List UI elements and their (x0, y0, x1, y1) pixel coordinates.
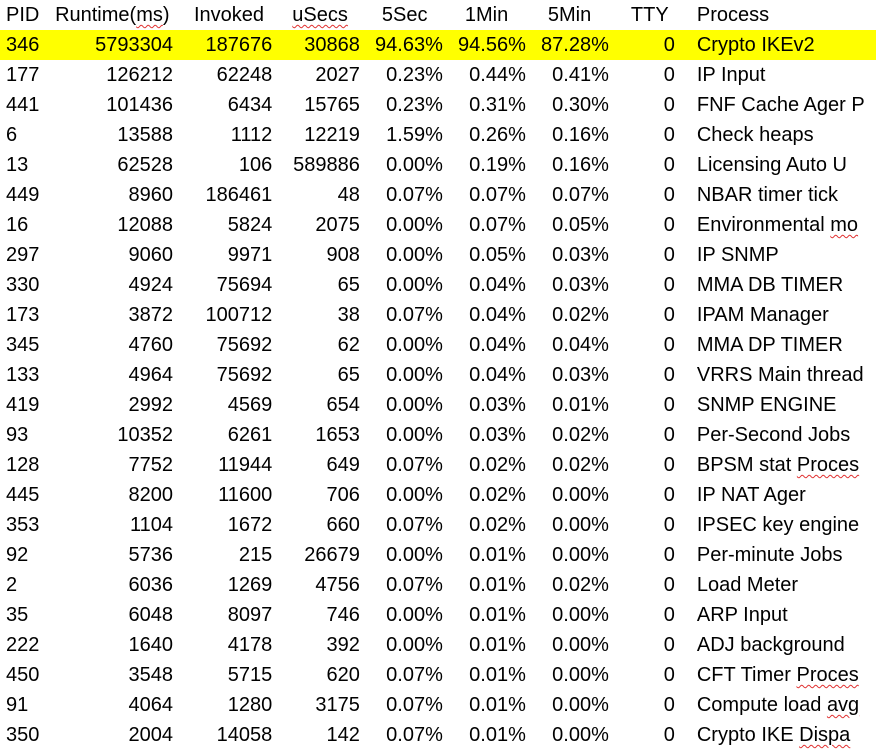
cell-tty: 0 (663, 634, 675, 656)
table-row (0, 60, 876, 90)
cell-process: Check heaps (696, 124, 814, 146)
cell-process (675, 690, 876, 720)
cell-runtime: 5736 (128, 544, 173, 566)
cell-runtime: 3872 (128, 304, 173, 326)
cell-tty: 0 (663, 664, 675, 686)
table-row (0, 180, 876, 210)
spellcheck-flagged-text: Proces (796, 454, 860, 476)
cell-tty: 0 (663, 694, 675, 716)
cell-5sec: 0.07% (386, 184, 443, 206)
cell-5sec: 0.00% (386, 274, 443, 296)
cell-usecs: 4756 (315, 574, 360, 596)
cell-process: MMA DB TIMER (696, 274, 844, 296)
cell-runtime: 2992 (128, 394, 173, 416)
cell-tty: 0 (663, 274, 675, 296)
cell-runtime: 12088 (117, 214, 173, 236)
cell-pid: 450 (6, 664, 40, 686)
table-row (0, 540, 876, 570)
cell-1min: 0.01% (469, 724, 526, 746)
cell-runtime: 3548 (128, 664, 173, 686)
cell-pid: 177 (6, 64, 40, 86)
cell-5min: 0.02% (552, 304, 609, 326)
header-usecs-text: uSecs (292, 4, 348, 26)
cell-1min: 0.01% (469, 544, 526, 566)
cell-invoked: 75694 (216, 274, 273, 296)
cell-invoked: 11600 (218, 484, 273, 506)
cell-5min: 0.03% (552, 364, 609, 386)
cell-5min: 0.03% (552, 274, 609, 296)
cell-1min: 0.44% (469, 64, 526, 86)
table-row (0, 690, 876, 720)
cell-tty: 0 (663, 364, 675, 386)
cell-5min: 0.00% (552, 604, 609, 626)
cell-5min: 0.04% (552, 334, 609, 356)
cell-tty: 0 (663, 244, 675, 266)
cell-1min: 0.04% (469, 334, 526, 356)
cell-5sec: 0.07% (386, 694, 443, 716)
cell-runtime: 2004 (128, 724, 173, 746)
cell-tty: 0 (663, 304, 675, 326)
cell-usecs: 392 (326, 634, 360, 656)
cell-usecs: 26679 (304, 544, 360, 566)
cell-1min: 0.07% (469, 184, 526, 206)
cell-5min: 0.00% (552, 694, 609, 716)
cell-tty: 0 (663, 94, 675, 116)
cell-invoked: 1269 (227, 574, 273, 596)
cell-usecs: 660 (326, 514, 360, 536)
cell-5sec: 0.00% (386, 244, 443, 266)
cell-5min: 0.05% (552, 214, 609, 236)
cell-pid: 92 (6, 544, 29, 566)
cell-process: Crypto IKEv2 (675, 30, 876, 60)
cell-process: IPAM Manager (696, 304, 829, 326)
cell-5min: 0.00% (552, 484, 609, 506)
cell-process: Per-Second Jobs (696, 424, 851, 446)
cell-1min: 0.01% (469, 574, 526, 596)
cell-5sec: 0.00% (386, 394, 443, 416)
spellcheck-flagged-text: avg (826, 694, 860, 716)
cell-runtime: 7752 (128, 454, 173, 476)
cell-1min: 0.26% (469, 124, 526, 146)
cell-invoked: 62248 (216, 64, 273, 86)
table-row (0, 600, 876, 630)
cell-invoked: 5715 (227, 664, 273, 686)
cell-1min: 0.02% (469, 484, 526, 506)
cell-1min: 0.04% (469, 274, 526, 296)
cell-pid: 353 (6, 514, 40, 536)
table-header (0, 0, 876, 30)
cell-usecs: 908 (326, 244, 360, 266)
cell-process (675, 450, 876, 480)
cell-usecs: 65 (337, 274, 360, 296)
cell-tty: 0 (663, 484, 675, 506)
cell-runtime: 5793304 (46, 30, 173, 60)
cell-1min: 0.01% (469, 634, 526, 656)
cell-process: SNMP ENGINE (696, 394, 837, 416)
header-5sec: 5Sec (381, 4, 428, 26)
table-row (0, 30, 876, 60)
cell-invoked: 1672 (227, 514, 273, 536)
cell-5sec: 1.59% (386, 124, 443, 146)
cell-runtime: 4924 (128, 274, 173, 296)
cell-5min: 0.03% (552, 244, 609, 266)
cell-usecs: 142 (326, 724, 360, 746)
cell-pid: 449 (6, 184, 40, 206)
spellcheck-flagged-text: Dispa (799, 724, 851, 746)
cell-5sec: 0.07% (386, 664, 443, 686)
cell-invoked: 186461 (205, 184, 273, 206)
cell-5min: 0.00% (552, 664, 609, 686)
cell-runtime: 126212 (106, 64, 173, 86)
header-1min: 1Min (464, 4, 509, 26)
cell-5min: 0.02% (552, 454, 609, 476)
cell-5min: 0.16% (552, 154, 609, 176)
table-body (0, 30, 876, 750)
header-runtime-unit: ms (136, 4, 163, 26)
cell-pid: 35 (6, 604, 29, 626)
cell-process: Licensing Auto U (696, 154, 847, 176)
cell-invoked: 11944 (218, 454, 273, 476)
cell-usecs: 2027 (315, 64, 360, 86)
cell-1min: 0.31% (469, 94, 526, 116)
cell-tty: 0 (609, 30, 675, 60)
table-row (0, 570, 876, 600)
cell-pid: 13 (6, 154, 29, 176)
cell-usecs: 30868 (272, 30, 360, 60)
cell-5sec: 0.07% (386, 514, 443, 536)
cell-pid: 330 (6, 274, 40, 296)
cell-runtime: 1104 (129, 514, 173, 536)
cell-tty: 0 (663, 394, 675, 416)
cell-1min: 0.07% (469, 214, 526, 236)
cell-usecs: 649 (326, 454, 360, 476)
cell-tty: 0 (663, 724, 675, 746)
cell-runtime: 62528 (117, 154, 173, 176)
process-name-text: BPSM stat (696, 454, 797, 476)
cell-process: FNF Cache Ager P (696, 94, 865, 116)
cell-process: NBAR timer tick (696, 184, 838, 206)
cell-1min: 0.01% (469, 664, 526, 686)
cell-5sec: 0.00% (386, 364, 443, 386)
cell-runtime: 6048 (128, 604, 173, 626)
cell-process: Load Meter (696, 574, 799, 596)
cell-process: Per-minute Jobs (696, 544, 843, 566)
cell-invoked: 75692 (216, 364, 273, 386)
cell-5sec: 0.00% (386, 424, 443, 446)
cell-pid: 6 (6, 124, 18, 146)
cell-tty: 0 (663, 124, 675, 146)
cell-1min: 0.03% (469, 424, 526, 446)
cell-pid: 445 (6, 484, 40, 506)
cell-runtime: 10352 (117, 424, 173, 446)
table-row (0, 450, 876, 480)
cell-tty: 0 (663, 454, 675, 476)
table-row (0, 300, 876, 330)
cell-5sec: 0.07% (386, 574, 443, 596)
cell-usecs: 706 (326, 484, 360, 506)
table-row (0, 210, 876, 240)
cell-usecs: 3175 (315, 694, 360, 716)
cell-invoked: 6261 (227, 424, 273, 446)
cell-invoked: 215 (238, 544, 273, 566)
cell-5sec: 0.00% (386, 154, 443, 176)
header-runtime-prefix: Runtime( (55, 4, 137, 26)
cell-usecs: 589886 (293, 154, 360, 176)
cell-pid: 2 (6, 574, 18, 596)
cell-pid: 128 (6, 454, 40, 476)
cell-pid: 16 (6, 214, 29, 236)
cell-5sec: 0.00% (386, 634, 443, 656)
cell-process (675, 720, 876, 750)
cell-runtime: 101436 (106, 94, 173, 116)
cell-tty: 0 (663, 214, 675, 236)
header-invoked: Invoked (193, 4, 265, 26)
cell-pid: 91 (6, 694, 29, 716)
cell-process: IP Input (696, 64, 766, 86)
cell-invoked: 8097 (227, 604, 273, 626)
cell-invoked: 106 (238, 154, 273, 176)
cell-5sec: 94.63% (360, 30, 443, 60)
cell-tty: 0 (663, 574, 675, 596)
table-row (0, 390, 876, 420)
process-name-text: Compute load (696, 694, 827, 716)
cell-process: MMA DP TIMER (696, 334, 843, 356)
cell-1min: 0.01% (469, 694, 526, 716)
cell-5sec: 0.00% (386, 544, 443, 566)
cell-1min: 0.02% (469, 514, 526, 536)
header-tty: TTY (630, 4, 669, 26)
cell-5min: 0.07% (552, 184, 609, 206)
cell-process: IP SNMP (696, 244, 779, 266)
cell-5min: 87.28% (526, 30, 609, 60)
table-row (0, 270, 876, 300)
process-name-text: CFT Timer (696, 664, 797, 686)
cell-5sec: 0.07% (386, 454, 443, 476)
header-usecs (272, 0, 360, 30)
table-row (0, 630, 876, 660)
cell-invoked: 1280 (227, 694, 273, 716)
spellcheck-flagged-text: Proces (796, 664, 859, 686)
table-row (0, 420, 876, 450)
cell-tty: 0 (663, 604, 675, 626)
cell-usecs: 1653 (315, 424, 360, 446)
cell-usecs: 65 (337, 364, 360, 386)
process-name-text: Environmental (696, 214, 831, 236)
cell-runtime: 4964 (128, 364, 173, 386)
cell-invoked: 75692 (216, 334, 273, 356)
cell-process: ADJ background (696, 634, 845, 656)
cell-usecs: 62 (337, 334, 360, 356)
cell-usecs: 15765 (304, 94, 360, 116)
cell-process: VRRS Main thread (696, 364, 864, 386)
cell-usecs: 746 (326, 604, 360, 626)
cell-pid: 345 (6, 334, 40, 356)
header-pid: PID (6, 4, 40, 26)
cell-1min: 0.19% (469, 154, 526, 176)
cell-1min: 0.04% (469, 364, 526, 386)
table-row (0, 480, 876, 510)
cell-process: IPSEC key engine (696, 514, 860, 536)
cell-invoked: 4178 (227, 634, 273, 656)
cell-usecs: 48 (337, 184, 360, 206)
table-row (0, 240, 876, 270)
cell-invoked: 100712 (205, 304, 273, 326)
cell-pid: 297 (6, 244, 40, 266)
cell-1min: 0.03% (469, 394, 526, 416)
table-row (0, 90, 876, 120)
cell-tty: 0 (663, 154, 675, 176)
cell-5sec: 0.23% (386, 64, 443, 86)
table-row (0, 120, 876, 150)
cell-5min: 0.02% (552, 574, 609, 596)
cell-1min: 94.56% (443, 30, 526, 60)
cell-pid: 222 (6, 634, 40, 656)
table-row (0, 150, 876, 180)
cell-tty: 0 (663, 334, 675, 356)
cell-process (675, 660, 876, 690)
cell-invoked: 6434 (227, 94, 273, 116)
cell-usecs: 38 (337, 304, 360, 326)
cell-usecs: 2075 (315, 214, 360, 236)
table-row (0, 660, 876, 690)
process-name-text: Crypto IKE (696, 724, 800, 746)
cell-tty: 0 (663, 424, 675, 446)
cell-5sec: 0.23% (386, 94, 443, 116)
spellcheck-flagged-text: mo (830, 214, 859, 236)
cell-1min: 0.01% (469, 604, 526, 626)
header-runtime-suffix: ) (162, 4, 170, 26)
cell-runtime: 8200 (128, 484, 173, 506)
cell-5min: 0.00% (552, 634, 609, 656)
cell-runtime: 1640 (128, 634, 173, 656)
header-process: Process (696, 4, 770, 26)
cell-5sec: 0.07% (386, 724, 443, 746)
cell-process: ARP Input (696, 604, 788, 626)
cell-process: IP NAT Ager (696, 484, 806, 506)
cell-5min: 0.30% (552, 94, 609, 116)
table-row (0, 360, 876, 390)
cell-pid: 133 (6, 364, 40, 386)
cell-pid: 441 (6, 94, 40, 116)
cell-5sec: 0.00% (386, 334, 443, 356)
cell-process (675, 210, 876, 240)
table-row (0, 330, 876, 360)
cell-5min: 0.00% (552, 514, 609, 536)
cell-invoked: 4569 (227, 394, 273, 416)
cell-runtime: 4064 (128, 694, 173, 716)
cell-1min: 0.02% (469, 454, 526, 476)
table-row (0, 510, 876, 540)
cell-pid: 350 (6, 724, 40, 746)
cell-usecs: 12219 (304, 124, 360, 146)
cell-5min: 0.00% (552, 544, 609, 566)
header-row (0, 0, 876, 30)
cell-pid: 346 (0, 30, 46, 60)
header-5min: 5Min (547, 4, 592, 26)
cell-runtime: 4760 (128, 334, 173, 356)
cell-invoked: 187676 (173, 30, 272, 60)
cell-5min: 0.01% (552, 394, 609, 416)
cell-usecs: 620 (326, 664, 360, 686)
cell-5sec: 0.00% (386, 604, 443, 626)
cell-1min: 0.05% (469, 244, 526, 266)
cell-runtime: 6036 (128, 574, 173, 596)
cell-1min: 0.04% (469, 304, 526, 326)
cell-5min: 0.16% (552, 124, 609, 146)
cell-runtime: 9060 (128, 244, 173, 266)
cell-invoked: 14058 (216, 724, 273, 746)
cell-invoked: 9971 (227, 244, 273, 266)
cell-5sec: 0.07% (386, 304, 443, 326)
cell-pid: 173 (6, 304, 40, 326)
cell-tty: 0 (663, 184, 675, 206)
cell-5min: 0.41% (552, 64, 609, 86)
cell-tty: 0 (663, 544, 675, 566)
cell-runtime: 8960 (128, 184, 173, 206)
cell-runtime: 13588 (117, 124, 173, 146)
header-runtime (46, 0, 173, 30)
table-row (0, 720, 876, 750)
cell-5min: 0.02% (552, 424, 609, 446)
cell-invoked: 5824 (227, 214, 273, 236)
cell-5sec: 0.00% (386, 484, 443, 506)
cell-pid: 93 (6, 424, 29, 446)
cell-5sec: 0.00% (386, 214, 443, 236)
cell-tty: 0 (663, 514, 675, 536)
cell-invoked: 1112 (230, 124, 273, 146)
cell-5min: 0.00% (552, 724, 609, 746)
cell-pid: 419 (6, 394, 40, 416)
cell-usecs: 654 (326, 394, 360, 416)
cell-tty: 0 (663, 64, 675, 86)
